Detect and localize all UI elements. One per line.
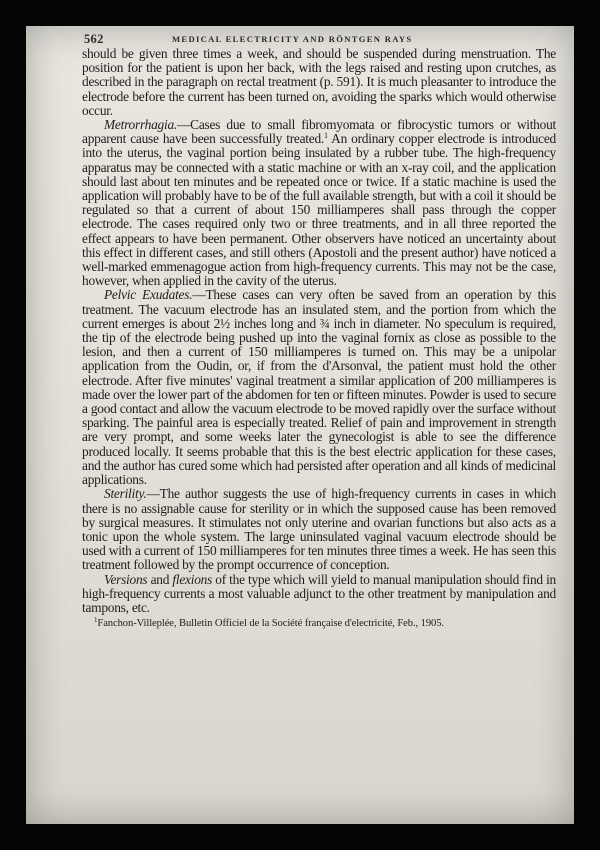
footnote-reference: 1	[324, 131, 328, 141]
section-heading-metrorrhagia: Metrorrhagia.	[104, 117, 178, 133]
footnote-mark: 1	[94, 616, 98, 625]
paragraph-text: —Cases due to small fibromyomata or fibrocystic tumors or without apparent cause have been successfully treated.	[82, 117, 556, 147]
paragraph-pelvic-exudates	[82, 288, 556, 487]
paragraph-versions-flexions	[82, 573, 556, 616]
paragraph-text: —These cases can very often be saved from an operation by this treatment. The vacuum electrode has an insulated stem, and the portion from which the current emerges is about 2½ inches long and ¾ inch in diameter. No speculum is required, the tip of the electrode being pushed up into the vaginal fornix as close as possible to the lesion, and then a current of 150 milliamperes is turned on. This may be a unipolar application from the Oudin, or, if from the d'Arsonval, the patient must hold the other electrode. After five minutes' vaginal treatment a similar application of 200 milliamperes is made over the lower part of the abdomen for ten or fifteen minutes. Powder is used to secure a good contact and allow the vacuum electrode to be moved rapidly over the surface without sparking. The painful area is especially treated. Relief of pain and improvement in strength are very prompt, and some weeks later the gynecologist is able to see the difference produced locally. It seems probable that this is the best electric application for these cases, and the author has cured some which had persisted after operation and all kinds of medicinal applications.	[82, 287, 557, 488]
paragraph-text: —The author suggests the use of high-frequency currents in cases in which there is no assignable cause for sterility or in which the supposed cause has been removed by surgical measures. It stimulates not only uterine and ovarian functions but also acts as a tonic upon the whole system. The large uninsulated vaginal vacuum electrode should be used with a current of 150 milliamperes for ten minutes three times a week. He has seen this treatment followed by the prompt occurrence of conception.	[82, 486, 556, 573]
footnote	[82, 618, 556, 630]
book-page	[26, 26, 574, 824]
section-heading-pelvic-exudates: Pelvic Exudates.	[104, 287, 193, 303]
page-number: 562	[84, 32, 104, 46]
running-head: MEDICAL ELECTRICITY AND RÖNTGEN RAYS	[172, 34, 413, 44]
section-heading-versions: Versions	[104, 571, 148, 587]
paragraph-text: An ordinary copper electrode is introduced into the uterus, the vaginal portion being insulated by a rubber tube. The high-frequency apparatus may be connected with a static machine or with an x-ray coil, and the application should last about ten minutes and be repeated once or twice. If a static machine is used the application will probably have to be of the full available strength, but with a coil it should be regulated so that a current of about 150 milliamperes shall pass through the copper electrode. The cases required only two or three treatments, and in all three reported the effect appears to have been permanent. Other observers have noticed an uncertainty about this effect in different cases, and still others (Apostoli and the present author) have noticed a well-marked emmenagogue action from high-frequency currents. This may not be the case, however, when applied in the cavity of the uterus.	[82, 131, 556, 289]
footnote-text: Fanchon-Villeplée, Bulletin Officiel de la Société française d'electricité, Feb., 1905.	[97, 618, 444, 630]
paragraph-metrorrhagia	[82, 118, 556, 288]
page-body	[82, 47, 556, 817]
section-heading-flexions: flexions	[172, 571, 213, 587]
paragraph-sterility	[82, 487, 556, 572]
paragraph-text: and	[147, 571, 173, 587]
paragraph-text: of the type which will yield to manual manipulation should find in high-frequency currents a most valuable adjunct to the other treatment by manipulation and tampons, etc.	[82, 571, 557, 615]
paragraph-continuation	[82, 47, 556, 118]
section-heading-sterility: Sterility.	[104, 486, 147, 502]
paragraph-text: should be given three times a week, and should be suspended during menstruation. The position for the patient is upon her back, with the legs raised and resting upon crutches, as described in the paragraph on rectal treatment (p. 591). It is much pleasanter to introduce the electrode before the current has been turned on, avoiding the sparks which would otherwise occur.	[82, 46, 556, 118]
